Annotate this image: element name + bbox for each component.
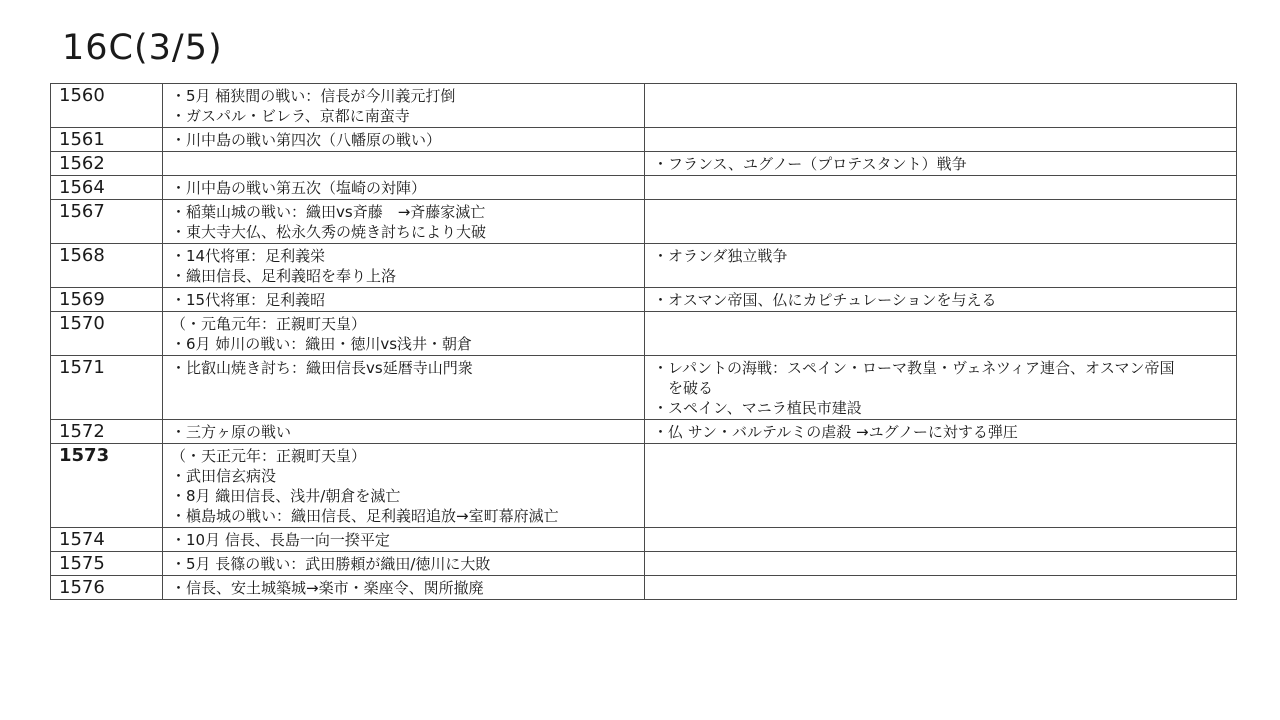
japan-events-cell	[163, 152, 645, 176]
world-events-cell	[645, 420, 1237, 444]
japan-events-cell	[163, 528, 645, 552]
japan-events-cell	[163, 576, 645, 600]
table-row	[51, 576, 1237, 600]
japan-event-line: ・14代将軍：足利義栄	[171, 247, 326, 265]
japan-event-line: ・信長、安土城築城→楽市・楽座令、関所撤廃	[171, 579, 484, 597]
world-event-line: ・レパントの海戦：スペイン・ローマ教皇・ヴェネツィア連合、オスマン帝国	[653, 359, 1175, 377]
world-events-cell	[645, 312, 1237, 356]
world-events-cell	[645, 152, 1237, 176]
year-cell: 1571	[51, 356, 163, 420]
japan-event-line: ・比叡山焼き討ち：織田信長vs延暦寺山門衆	[171, 359, 473, 377]
japan-events-cell	[163, 288, 645, 312]
world-events-cell	[645, 288, 1237, 312]
world-event-line: を破る	[653, 379, 714, 397]
world-event-line: ・オランダ独立戦争	[653, 247, 788, 265]
world-events-cell	[645, 128, 1237, 152]
japan-event-line: ・織田信長、足利義昭を奉り上洛	[171, 267, 397, 285]
japan-events-cell	[163, 312, 645, 356]
world-events-cell	[645, 200, 1237, 244]
japan-event-line: ・8月 織田信長、浅井/朝倉を滅亡	[171, 487, 401, 505]
japan-events-cell	[163, 420, 645, 444]
japan-events-cell	[163, 552, 645, 576]
japan-events-cell	[163, 356, 645, 420]
year-cell: 1561	[51, 128, 163, 152]
world-events-cell	[645, 528, 1237, 552]
japan-event-line: ・5月 桶狭間の戦い：信長が今川義元打倒	[171, 87, 456, 105]
table-row	[51, 176, 1237, 200]
japan-events-cell	[163, 244, 645, 288]
world-events-cell	[645, 444, 1237, 528]
world-events-cell	[645, 176, 1237, 200]
table-row	[51, 152, 1237, 176]
year-cell: 1576	[51, 576, 163, 600]
page-title: 16C(3/5)	[62, 28, 223, 68]
year-cell: 1570	[51, 312, 163, 356]
year-cell: 1567	[51, 200, 163, 244]
japan-event-line: ・川中島の戦い第四次（八幡原の戦い）	[171, 131, 442, 149]
japan-event-line: ・ガスパル・ビレラ、京都に南蛮寺	[171, 107, 410, 125]
japan-event-line: ・武田信玄病没	[171, 467, 277, 485]
year-cell: 1564	[51, 176, 163, 200]
japan-events-cell	[163, 128, 645, 152]
world-event-line: ・仏 サン・バルテルミの虐殺 →ユグノーに対する弾圧	[653, 423, 1018, 441]
japan-event-line: （・元亀元年：正親町天皇）	[171, 315, 367, 333]
japan-events-cell	[163, 176, 645, 200]
world-event-line: ・フランス、ユグノー（プロテスタント）戦争	[653, 155, 967, 173]
timeline-table	[50, 83, 1237, 600]
table-row	[51, 84, 1237, 128]
world-events-cell	[645, 84, 1237, 128]
table-row	[51, 200, 1237, 244]
year-cell: 1560	[51, 84, 163, 128]
table-row	[51, 528, 1237, 552]
japan-events-cell	[163, 200, 645, 244]
japan-event-line: ・東大寺大仏、松永久秀の焼き討ちにより大破	[171, 223, 487, 241]
world-events-cell	[645, 356, 1237, 420]
table-row	[51, 312, 1237, 356]
year-cell: 1573	[51, 444, 163, 528]
timeline-body	[51, 84, 1237, 600]
world-events-cell	[645, 244, 1237, 288]
japan-event-line: （・天正元年：正親町天皇）	[171, 447, 367, 465]
table-row	[51, 244, 1237, 288]
japan-event-line: ・10月 信長、長島一向一揆平定	[171, 531, 390, 549]
year-cell: 1575	[51, 552, 163, 576]
japan-events-cell	[163, 84, 645, 128]
table-row	[51, 552, 1237, 576]
table-row	[51, 420, 1237, 444]
year-cell: 1572	[51, 420, 163, 444]
table-row	[51, 356, 1237, 420]
year-cell: 1574	[51, 528, 163, 552]
table-row	[51, 128, 1237, 152]
year-cell: 1562	[51, 152, 163, 176]
year-cell: 1568	[51, 244, 163, 288]
japan-event-line: ・稲葉山城の戦い：織田vs斉藤 →斉藤家滅亡	[171, 203, 486, 221]
world-events-cell	[645, 576, 1237, 600]
world-event-line: ・オスマン帝国、仏にカピチュレーションを与える	[653, 291, 997, 309]
japan-event-line: ・15代将軍：足利義昭	[171, 291, 326, 309]
japan-event-line: ・5月 長篠の戦い：武田勝頼が織田/徳川に大敗	[171, 555, 491, 573]
world-event-line: ・スペイン、マニラ植民市建設	[653, 399, 862, 417]
japan-event-line: ・川中島の戦い第五次（塩崎の対陣）	[171, 179, 427, 197]
year-cell: 1569	[51, 288, 163, 312]
japan-event-line: ・槇島城の戦い：織田信長、足利義昭追放→室町幕府滅亡	[171, 507, 559, 525]
japan-event-line: ・6月 姉川の戦い：織田・徳川vs浅井・朝倉	[171, 335, 473, 353]
table-row	[51, 444, 1237, 528]
table-row	[51, 288, 1237, 312]
world-events-cell	[645, 552, 1237, 576]
japan-events-cell	[163, 444, 645, 528]
japan-event-line: ・三方ヶ原の戦い	[171, 423, 292, 441]
